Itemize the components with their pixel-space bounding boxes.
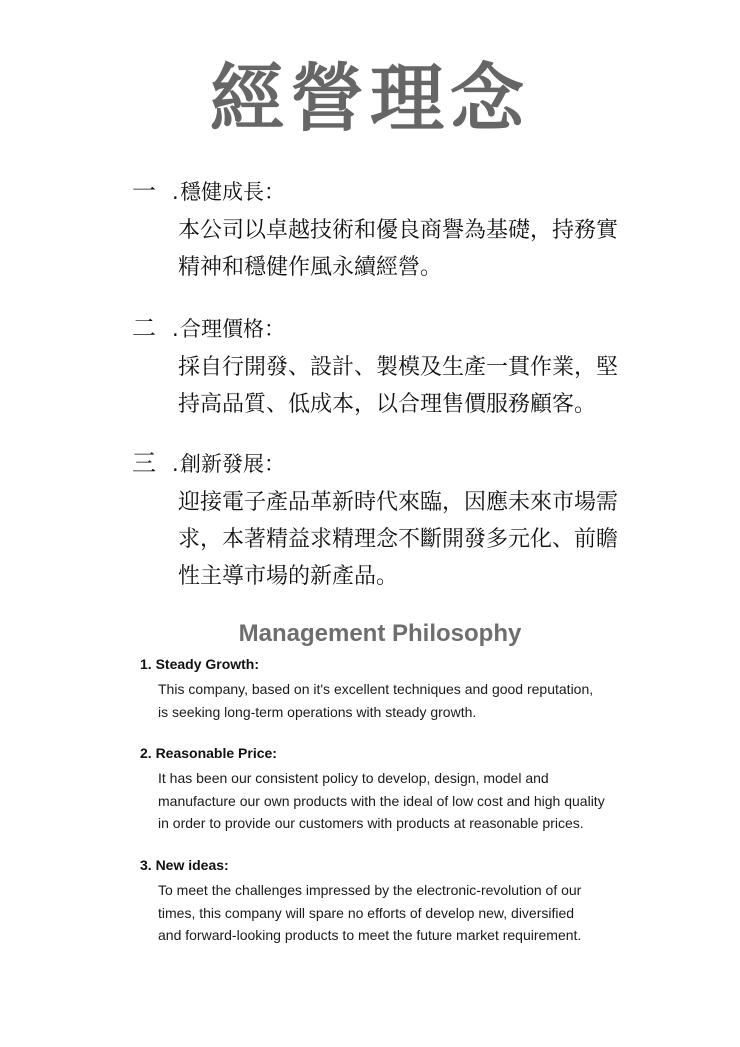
zh-section-heading [132,448,652,479]
zh-section-number: 一 [132,177,156,205]
en-section-body [158,879,640,947]
zh-section-title: 穩健成長： [180,180,285,204]
zh-section-body [178,484,652,595]
zh-section-2 [132,313,652,423]
zh-section-body [178,212,652,286]
en-section-1 [140,654,640,723]
en-body-line: To meet the challenges impressed by the electronic-revolution of our [158,882,582,898]
en-body-line: and forward-looking products to meet the future market requirement. [158,927,582,943]
zh-section-heading [132,313,652,344]
zh-section-dot: . [172,317,179,341]
zh-section-dot: . [172,452,179,476]
zh-section-number: 三 [132,449,156,477]
en-body-line: manufacture our own products with the ideal of low cost and high quality [158,792,605,809]
en-section-2 [140,743,640,835]
zh-section-number: 二 [132,314,156,342]
english-title: Management Philosophy [238,620,522,647]
zh-body-line: 迎接電子產品革新時代來臨，因應未來市場需 [178,490,619,515]
zh-section-dot: . [172,180,179,204]
en-body-line: This company, based on it's excellent techniques and good reputation, [158,681,594,697]
en-section-heading: 3. New ideas: [140,857,229,873]
zh-body-line: 性主導市場的新產品。 [178,564,399,589]
en-section-heading: 2. Reasonable Price: [140,745,277,761]
zh-section-title: 創新發展： [180,452,285,476]
zh-body-line: 採自行開發、設計、製模及生產一貫作業，堅 [178,355,619,380]
en-section-body [158,678,640,723]
en-body-line: is seeking long-term operations with steady growth. [158,703,477,720]
zh-section-heading [132,176,652,207]
zh-body-line: 求，本著精益求精理念不斷開發多元化、前瞻 [178,527,619,552]
zh-section-title: 合理價格： [180,317,285,341]
en-body-line: times, this company will spare no efforts of develop new, diversified [158,904,575,921]
zh-section-1 [132,176,652,286]
zh-body-line: 本公司以卓越技術和優良商譽為基礎，持務實 [178,218,619,243]
en-section-body [158,767,640,835]
en-section-heading: 1. Steady Growth: [140,656,260,672]
chinese-title: 經營理念 [210,56,530,142]
zh-section-3 [132,448,652,595]
zh-body-line: 精神和穩健作風永續經營。 [178,255,443,280]
zh-section-body [178,349,652,423]
en-body-line: in order to provide our customers with products at reasonable prices. [158,815,584,831]
zh-body-line: 持高品質、低成本，以合理售價服務顧客。 [178,392,597,417]
en-body-line: It has been our consistent policy to develop, design, model and [158,770,549,786]
en-section-3 [140,855,640,947]
